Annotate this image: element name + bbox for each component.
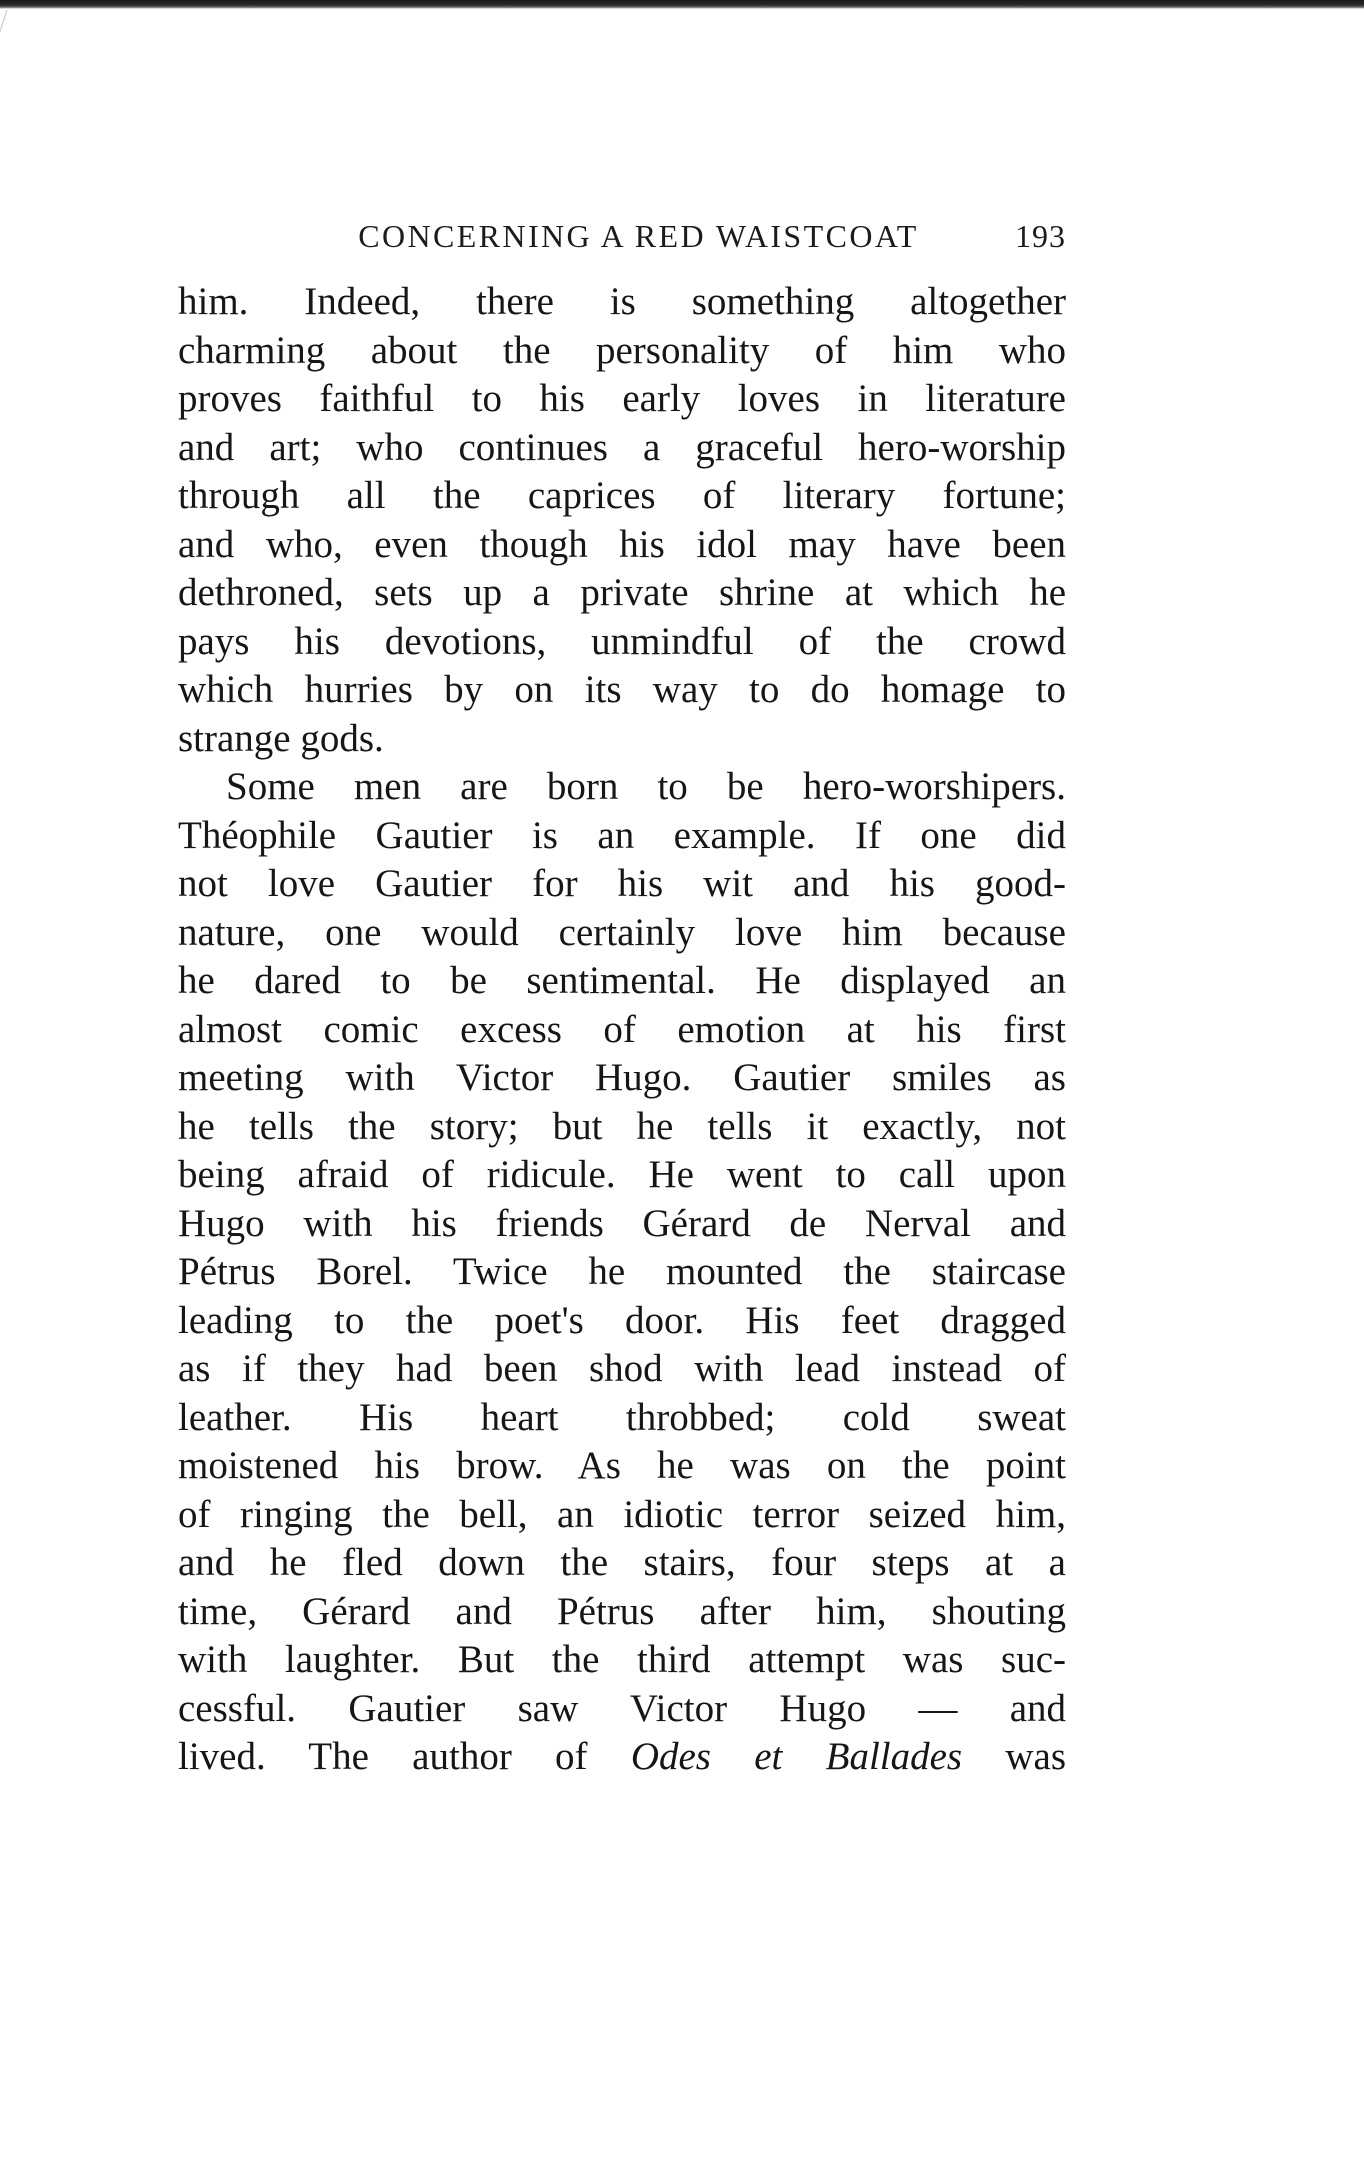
text-line: he tells the story; but he tells it exactly, not [178, 1104, 1066, 1148]
text-line: not love Gautier for his wit and his good- [178, 862, 1066, 905]
text-line: him. Indeed, there is something altogether [178, 280, 1066, 323]
text-line: dethroned, sets up a private shrine at which he [178, 571, 1066, 614]
text-line: and art; who continues a graceful hero-worship [178, 425, 1066, 469]
text-line: through all the caprices of literary fortune; [178, 474, 1066, 517]
book-page [178, 218, 1066, 1782]
text-line: strange gods. [178, 716, 384, 760]
text-line: time, Gérard and Pétrus after him, shouting [178, 1589, 1066, 1633]
text-line: charming about the personality of him who [178, 328, 1066, 372]
text-line: leading to the poet's door. His feet dragged [178, 1298, 1066, 1342]
text-line: of ringing the bell, an idiotic terror seized him, [178, 1492, 1066, 1536]
text-line: Hugo with his friends Gérard de Nerval and [178, 1201, 1066, 1245]
text-line: Some men are born to be hero-worshipers. [226, 765, 1066, 808]
page-top-edge-shadow [0, 0, 1364, 9]
text-line: nature, one would certainly love him because [178, 910, 1066, 954]
text-run: was [962, 1735, 1067, 1778]
scan-mark [0, 10, 19, 50]
final-text-line [178, 1733, 1066, 1782]
text-run: lived. The author of [178, 1735, 631, 1778]
running-head-title: CONCERNING A RED WAISTCOAT [358, 218, 919, 254]
running-head [178, 218, 1066, 274]
text-line: almost comic excess of emotion at his first [178, 1007, 1066, 1051]
text-line: and he fled down the stairs, four steps at a [178, 1541, 1066, 1584]
text-line: moistened his brow. As he was on the point [178, 1444, 1066, 1487]
text-line: he dared to be sentimental. He displayed an [178, 959, 1066, 1002]
book-title-italic: Odes et Ballades [630, 1735, 963, 1778]
text-line: meeting with Victor Hugo. Gautier smiles as [178, 1056, 1066, 1099]
text-line: cessful. Gautier saw Victor Hugo — and [178, 1686, 1066, 1730]
page-number: 193 [1015, 218, 1066, 254]
text-line: with laughter. But the third attempt was suc- [178, 1638, 1066, 1681]
text-line: which hurries by on its way to do homage to [178, 668, 1066, 711]
text-line: leather. His heart throbbed; cold sweat [178, 1395, 1066, 1439]
text-line: Théophile Gautier is an example. If one did [178, 813, 1066, 857]
paragraph-2 [178, 763, 1066, 1782]
text-line: as if they had been shod with lead instead of [178, 1347, 1066, 1390]
text-line: pays his devotions, unmindful of the crowd [178, 619, 1066, 663]
text-line: Pétrus Borel. Twice he mounted the staircase [178, 1250, 1066, 1293]
text-line: and who, even though his idol may have been [178, 522, 1066, 566]
body-text [178, 278, 1066, 1782]
paragraph-1 [178, 278, 1066, 763]
text-line: proves faithful to his early loves in literature [178, 377, 1066, 420]
text-line: being afraid of ridicule. He went to call upon [178, 1153, 1066, 1196]
